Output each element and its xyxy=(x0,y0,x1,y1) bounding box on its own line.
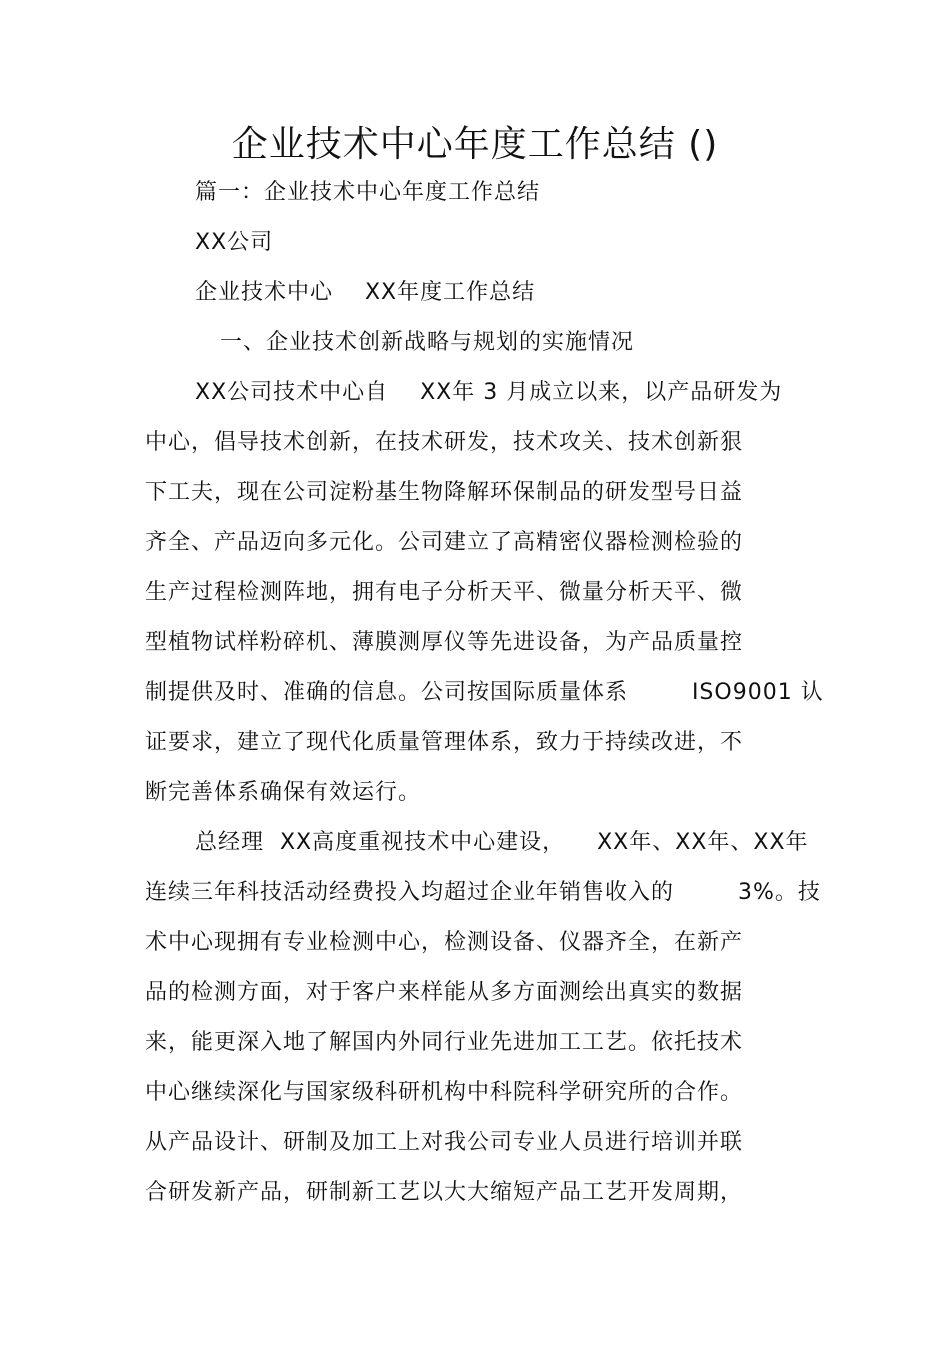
paragraph-line: 制提供及时、准确的信息。公司按国际质量体系 ISO9001 认 xyxy=(145,680,824,705)
document-title: 企业技术中心年度工作总结 () xyxy=(231,124,719,165)
paragraph-line: 连续三年科技活动经费投入均超过企业年销售收入的 3%。技 xyxy=(145,880,821,905)
company-name: XX公司 xyxy=(195,230,274,255)
paragraph-line: 型植物试样粉碎机、薄膜测厚仪等先进设备，为产品质量控 xyxy=(145,630,744,655)
paragraph-line: XX公司技术中心自 XX年 3 月成立以来，以产品研发为 xyxy=(195,380,783,405)
paragraph-line: 总经理 XX高度重视技术中心建设， XX年、XX年、XX年 xyxy=(195,830,809,855)
paragraph-line: 从产品设计、研制及加工上对我公司专业人员进行培训并联 xyxy=(145,1130,744,1155)
paragraph-line: 来，能更深入地了解国内外同行业先进加工工艺。依托技术 xyxy=(145,1030,744,1055)
paragraph-line: 证要求，建立了现代化质量管理体系，致力于持续改进，不 xyxy=(145,730,744,755)
paragraph-line: 齐全、产品迈向多元化。公司建立了高精密仪器检测检验的 xyxy=(145,530,744,555)
paragraph-line: 中心，倡导技术创新，在技术研发，技术攻关、技术创新狠 xyxy=(145,430,744,455)
paragraph-line: 品的检测方面，对于客户来样能从多方面测绘出真实的数据 xyxy=(145,980,744,1005)
report-subtitle: 企业技术中心 XX年度工作总结 xyxy=(195,280,536,305)
section-heading: 篇一：企业技术中心年度工作总结 xyxy=(195,180,541,205)
chapter-heading: 一、企业技术创新战略与规划的实施情况 xyxy=(220,330,635,355)
paragraph-line: 合研发新产品，研制新工艺以大大缩短产品工艺开发周期， xyxy=(145,1180,744,1205)
paragraph-line: 下工夫，现在公司淀粉基生物降解环保制品的研发型号日益 xyxy=(145,480,744,505)
paragraph-line: 术中心现拥有专业检测中心，检测设备、仪器齐全，在新产 xyxy=(145,930,744,955)
paragraph-line: 断完善体系确保有效运行。 xyxy=(145,780,422,805)
paragraph-line: 中心继续深化与国家级科研机构中科院科学研究所的合作。 xyxy=(145,1080,744,1105)
paragraph-line: 生产过程检测阵地，拥有电子分析天平、微量分析天平、微 xyxy=(145,580,744,605)
